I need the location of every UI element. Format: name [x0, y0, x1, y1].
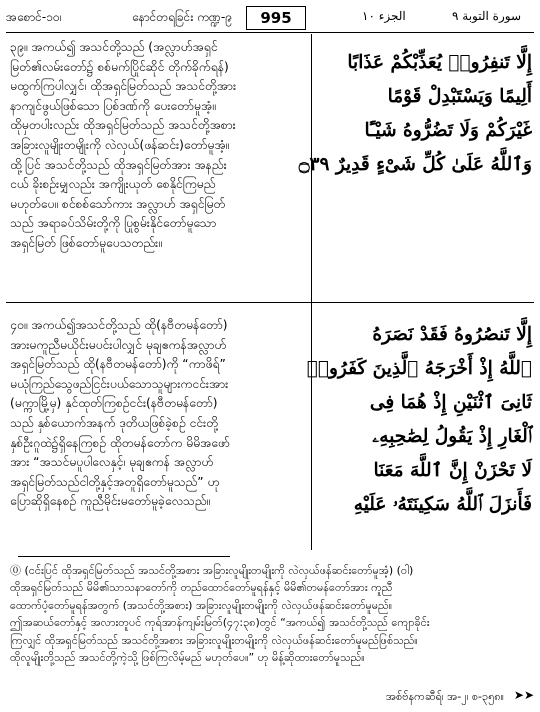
arabic-line: إِلَّا تَنفِرُوا۟ يُعَذِّبْكُمْ عَذَابًا — [347, 52, 532, 73]
text-line: ၄၀။ အကယ်၍အသင်တို့သည် ထို(နဗီတမန်တော်) — [10, 318, 228, 332]
page-header — [6, 6, 534, 30]
text-line: သည် အရာခပ်သိမ်းတို့ကို ပြုစွမ်းနိုင်တော်မူသော — [10, 216, 217, 231]
text-line: နှစ်ဦးဂူထဲ၌ရှိနေကြစဉ် ထိုတမန်တော်က မိမိအဖော် — [10, 435, 230, 450]
footnote-line: ကြလျှင် ထိုအရှင်မြတ်သည် အသင်တို့အစား အခြားလူမျိုးတမျိုးကို လဲလှယ်ဖန်ဆင်းတော်မူမည်ဖြစ်သည်။ — [10, 633, 418, 647]
arabic-line: ٱللَّهُ إِذْ أَخْرَجَهُ ٱلَّذِينَ كَفَرُوا۟ — [306, 358, 532, 379]
continue-arrow-icon: ➤➤ — [513, 688, 534, 702]
text-line: ပြောဆိုရှိနေစဉ် ကူညီမိုင်းမတော်မူခဲ့လေသည်။ — [10, 494, 211, 509]
verse-40-translation — [10, 316, 306, 512]
arabic-line: وَٱللَّهُ عَلَىٰ كُلِّ شَىْءٍ قَدِيرٌ ۝٣٩ — [298, 154, 532, 175]
juz-label: الجزء ۱۰ — [362, 9, 406, 23]
volume-label: အစောင်-၁၀၊ — [6, 10, 62, 24]
arabic-line: لَا تَحْزَنْ إِنَّ ٱللَّهَ مَعَنَا — [373, 460, 532, 481]
footnote-line: ထောက်ပံ့တော်မူရန်အတွက် (အသင်တို့အစား) အခြားလူမျိုးတမျိုးကို လဲလှယ်ဖန်ဆင်းတော်မူမည်။ — [10, 598, 393, 612]
text-line: ထိုမှတပါးလည်း ထိုအရှင်မြတ်သည် အသင်တို့အစား — [10, 118, 236, 133]
footnote-line: ထိုလူမျိုးတို့သည် အသင်တို့ကဲ့သို့ ဖြစ်ကြလိမ့်မည် မဟုတ်ပေ။” ဟု မိန့်ဆိုထားတော်မူသည်။ — [10, 651, 365, 665]
text-line: (မက္ကာမြို့မှ) နှင်ထုတ်ကြစဉ်ငင်း(နဗီတမန်တော်) — [10, 396, 218, 411]
column-divider — [311, 34, 312, 550]
footnote-line: ⓪ (ငင်းပြင် ထိုအရှင်မြတ်သည် အသင်တို့အစား အခြားလူမျိုးတမျိုးကို လဲလှယ်ဖန်ဆင်းတော်မူအံ့) (ဝါ) — [10, 564, 414, 577]
text-line: မယုံကြည်သွေဖည်ငြင်းပယ်သောသူများကငင်းအား — [10, 376, 229, 391]
footnote — [10, 562, 534, 666]
text-line: မြတ်၏လမ်းတော်၌ စစ်မက်ပြိုင်ဆိုင် တိုက်ခိုက်ရန်) — [10, 59, 229, 74]
verse-39-arabic — [298, 46, 532, 182]
text-line: နာကျင်ဖွယ်ဖြစ်သော ပြစ်ဒဏ်ကို ပေးတော်မူအံ့။ — [10, 98, 216, 113]
text-line: သည် နှစ်ယောက်အနက် ဒုတိယဖြစ်ခဲ့စဉ် ငင်းတို့ — [10, 415, 219, 430]
arabic-line: ثَانِىَ ٱثْنَيْنِ إِذْ هُمَا فِى — [369, 392, 532, 413]
footnote-reference: အစ်ဗ်နကဆီရ်၊ အ-၂၊ စ-၃၅၈။ — [385, 690, 504, 703]
verse-divider — [6, 302, 534, 303]
surah-label: سورة التوبة ۹ — [452, 9, 522, 23]
text-line: မဟုတ်ပေ။ စင်စစ်သော်ကား အလ္လာဟ် အရှင်မြတ် — [10, 196, 226, 211]
text-line: ငယ် ခိုးစဉ်းမျှလည်း အကျိုးယုတ် စေနိုင်ကြမည် — [10, 177, 216, 192]
arabic-line: إِلَّا تَنصُرُوهُ فَقَدْ نَصَرَهُ — [372, 324, 532, 345]
text-line: အရှင်မြတ် ဖြစ်တော်မူပေသတည်း။ — [10, 235, 162, 250]
text-line: အားမကူညီမယိုင်းမပင်းပါလျှင် မုချဧကန်အလ္လာဟ် — [10, 337, 227, 352]
verse-39-translation — [10, 38, 306, 254]
text-line: ထို့ပြင် အသင်တို့သည် ထိုအရှင်မြတ်အား အနည်း — [10, 157, 227, 172]
text-line: အရှင်မြတ်သည် ထို(နဗီတမန်တော်)ကို “ကာဖိရ်” — [10, 357, 226, 372]
text-line: အရှင်မြတ်သည်ငါတို့နှင့်အတူရှိတော်မူသည်” ဟု — [10, 474, 220, 489]
text-line: မထွက်ကြပါလျှင်၊ ထိုအရှင်မြတ်သည် အသင်တို့အား — [10, 79, 237, 94]
text-line: အခြားလူမျိုးတမျိုးကို လဲလှယ်(ဖန်ဆင်း)တော်မူအံ့။ — [10, 137, 230, 152]
footnote-line: ဤအဆယ်တော်နှင့် အလားတူပင် ကုရ်အာန်ကျမ်းမြတ်(၄၇:၃၈)တွင် “အကယ်၍ အသင်တို့သည် ကျောခိုင်း — [10, 616, 430, 630]
arabic-line: ٱلْغَارِ إِذْ يَقُولُ لِصَٰحِبِهِۦ — [372, 426, 532, 447]
footnote-rule — [18, 556, 230, 557]
arabic-line: أَلِيمًا وَيَسْتَبْدِلْ قَوْمًا — [387, 86, 532, 107]
header-rule — [6, 32, 534, 33]
text-line: အား “အသင်မပူပါလေနှင့်၊ မုချဧကန် အလ္လာဟ် — [10, 455, 214, 470]
text-line: ၃၉။ အကယ်၍ အသင်တို့သည် (အလ္လာဟ်အရှင် — [10, 40, 218, 54]
footnote-line: ထိုအရှင်မြတ်သည် မိမိ၏သာသနာတော်ကို တည်ထောင်တော်မူရန်နှင့် မိမိ၏တမန်တော်အား ကူညီ — [10, 581, 393, 595]
arabic-line: غَيْرَكُمْ وَلَا تَضُرُّوهُ شَيْـًٔا — [364, 120, 532, 141]
chapter-title: နောင်တရခြင်း ကဏ္ဍ-၉ — [132, 10, 233, 24]
arabic-line: فَأَنزَلَ ٱللَّهُ سَكِينَتَهُۥ عَلَيْهِ — [353, 494, 532, 515]
verse-40-arabic — [306, 318, 532, 522]
page-number: 995 — [246, 6, 306, 30]
